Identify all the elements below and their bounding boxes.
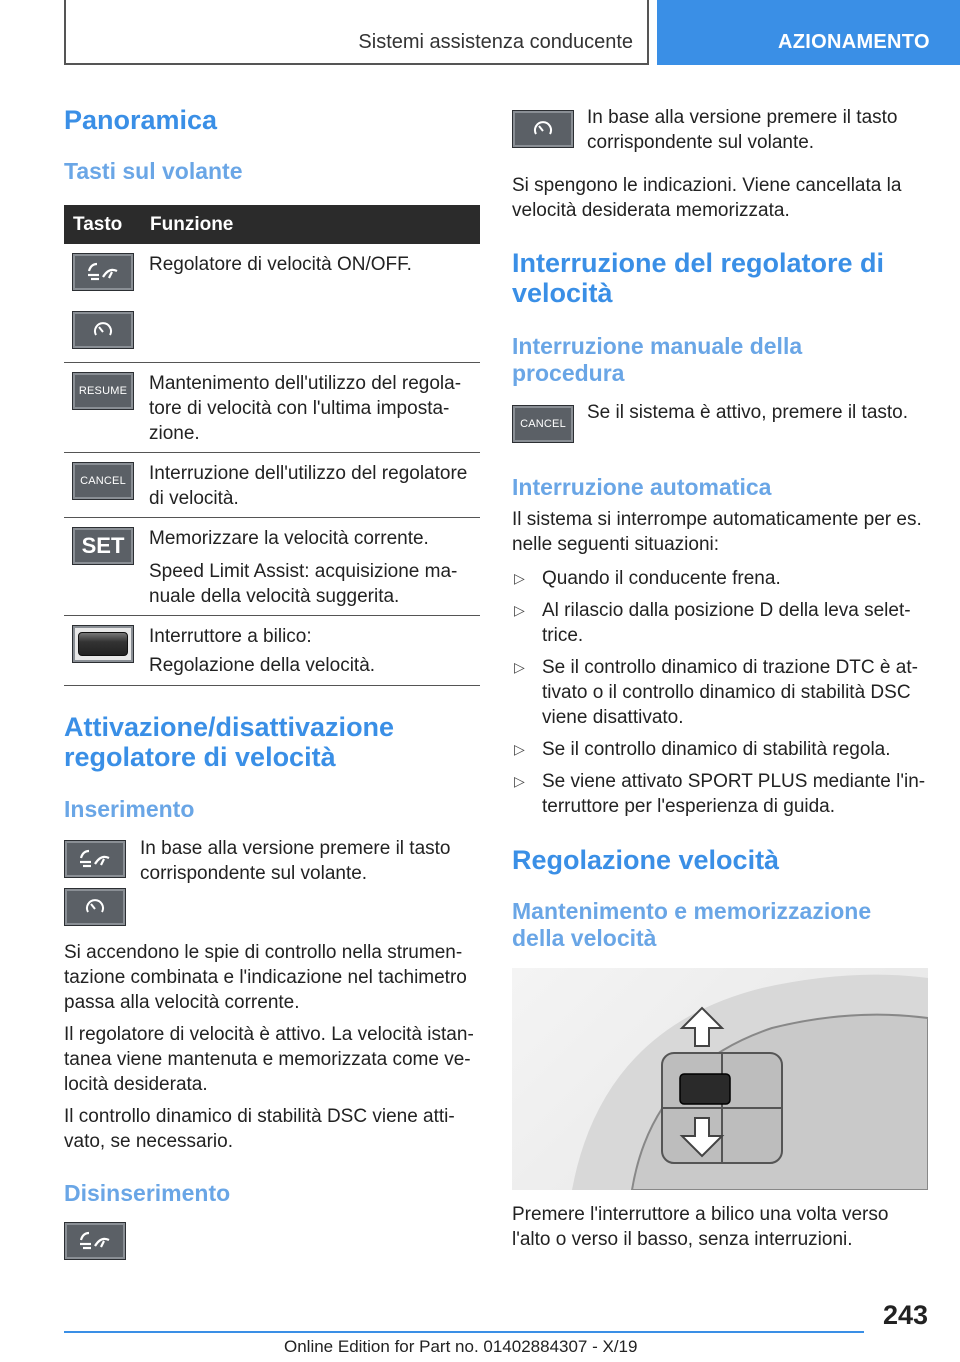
heading-steering-keys: Tasti sul volante xyxy=(64,158,243,184)
cruise-on-off-key-icon xyxy=(72,253,134,291)
manual-interrupt-text: Se il sistema è attivo, premere il tasto. xyxy=(587,402,909,423)
keys-table xyxy=(64,205,480,686)
row-description xyxy=(149,453,480,511)
table-header xyxy=(64,205,480,244)
row-icons xyxy=(72,253,134,349)
header-chapter-tab xyxy=(657,0,960,65)
row-description xyxy=(149,363,480,446)
footer-divider xyxy=(64,1331,864,1333)
cruise-on-off-key-icon xyxy=(64,1222,126,1260)
row-icons xyxy=(72,462,134,500)
rocker-switch-icon xyxy=(72,625,134,663)
heading-switch-on: Inserimento xyxy=(64,796,195,822)
heading-speed-adjust: Regolazione velocità xyxy=(512,845,780,875)
paragraph-off: Si spengono le indicazioni. Viene cancellata la velocità desiderata memorizzata. xyxy=(512,175,902,221)
list-item: ▷ Quando il conducente frena. xyxy=(512,566,930,591)
heading-activation: Attivazione/disattivazione regolatore di velocità xyxy=(64,712,395,772)
left-column xyxy=(64,100,480,1280)
row-icons xyxy=(72,372,134,410)
cruise-on-off-key-icon xyxy=(64,840,126,878)
cancel-key-icon: CANCEL xyxy=(72,462,134,500)
row-desc-text: Regolatore di velocità ON/OFF. xyxy=(149,254,412,275)
speed-gauge-key-icon xyxy=(64,888,126,926)
heading-maintain-store: Mantenimento e memorizzazione della velocità xyxy=(512,898,872,951)
row-desc-text: Interruttore a bilico: xyxy=(149,626,312,647)
steering-wheel-illustration xyxy=(512,968,928,1190)
heading-auto-interrupt: Interruzione automatica xyxy=(512,474,772,500)
heading-overview: Panoramica xyxy=(64,105,218,135)
row-desc-text: Mantenimento dell'utilizzo del regola-tore di velocità con l'ultima imposta-zione. xyxy=(149,373,462,444)
row-description xyxy=(149,518,480,609)
heading-switch-off: Disinserimento xyxy=(64,1180,231,1206)
table-header-key: Tasto xyxy=(73,213,123,235)
row-desc-text: Memorizzare la velocità corrente. xyxy=(149,528,429,549)
edition-text: Online Edition for Part no. 01402884307 - X/19 xyxy=(284,1337,638,1356)
switch-off-text: In base alla versione premere il tasto corrispondente sul volante. xyxy=(587,107,898,153)
paragraph-dsc: Il controllo dinamico di stabilità DSC viene atti-vato, se necessario. xyxy=(64,1106,455,1152)
table-row xyxy=(64,244,480,363)
row-description xyxy=(149,244,480,277)
list-item: ▷ Se il controllo dinamico di stabilità regola. xyxy=(512,737,930,762)
table-row xyxy=(64,363,480,453)
list-item: ▷ Al rilascio dalla posizione D della leva selet-trice. xyxy=(512,598,930,648)
steering-rocker-photo xyxy=(512,968,928,1190)
set-key-icon: SET xyxy=(72,527,134,565)
speed-gauge-key-icon xyxy=(512,110,574,148)
heading-manual-interrupt: Interruzione manuale della procedura xyxy=(512,333,803,386)
paragraph-indicators: Si accendono le spie di controllo nella strumen-tazione combinata e l'indicazione nel tachimetro passa alla velocità corrente. xyxy=(64,942,467,1013)
row-desc-text-2: Speed Limit Assist: acquisizione ma-nuale della velocità suggerita. xyxy=(149,561,458,607)
header-section-title: Sistemi assistenza conducente xyxy=(358,31,633,53)
table-row xyxy=(64,616,480,686)
list-item: ▷ Se viene attivato SPORT PLUS mediante l'in-terruttore per l'esperienza di guida. xyxy=(512,769,930,819)
right-column xyxy=(512,100,930,1280)
resume-key-icon: RESUME xyxy=(72,372,134,410)
list-item: ▷ Se il controllo dinamico di trazione DTC è at-tivato o il controllo dinamico di stabilità DSC viene disattivato. xyxy=(512,655,930,730)
heading-interrupt: Interruzione del regolatore di velocità xyxy=(512,248,885,308)
cancel-key-icon: CANCEL xyxy=(512,405,574,443)
row-desc-text-2: Regolazione della velocità. xyxy=(149,655,376,676)
row-description xyxy=(149,616,480,678)
switch-on-text: In base alla versione premere il tasto corrispondente sul volante. xyxy=(140,838,451,884)
speed-gauge-key-icon xyxy=(72,311,134,349)
table-header-function: Funzione xyxy=(150,213,234,235)
row-icons xyxy=(72,625,134,663)
auto-interrupt-list xyxy=(512,559,930,819)
paragraph-active: Il regolatore di velocità è attivo. La velocità istan-tanea viene mantenuta e memorizzata come ve-locità desiderata. xyxy=(64,1024,474,1095)
header-chapter-title: AZIONAMENTO xyxy=(778,31,930,53)
page-number: 243 xyxy=(883,1300,929,1330)
header-section-box xyxy=(64,0,649,65)
row-desc-text: Interruzione dell'utilizzo del regolatore di velocità. xyxy=(149,463,468,509)
row-icons xyxy=(72,527,134,565)
auto-interrupt-text: Il sistema si interrompe automaticamente per es. nelle seguenti situazioni: xyxy=(512,509,922,555)
photo-caption: Premere l'interruttore a bilico una volta verso l'alto o verso il basso, senza interruzioni. xyxy=(512,1204,889,1250)
table-row xyxy=(64,453,480,518)
table-row xyxy=(64,518,480,616)
